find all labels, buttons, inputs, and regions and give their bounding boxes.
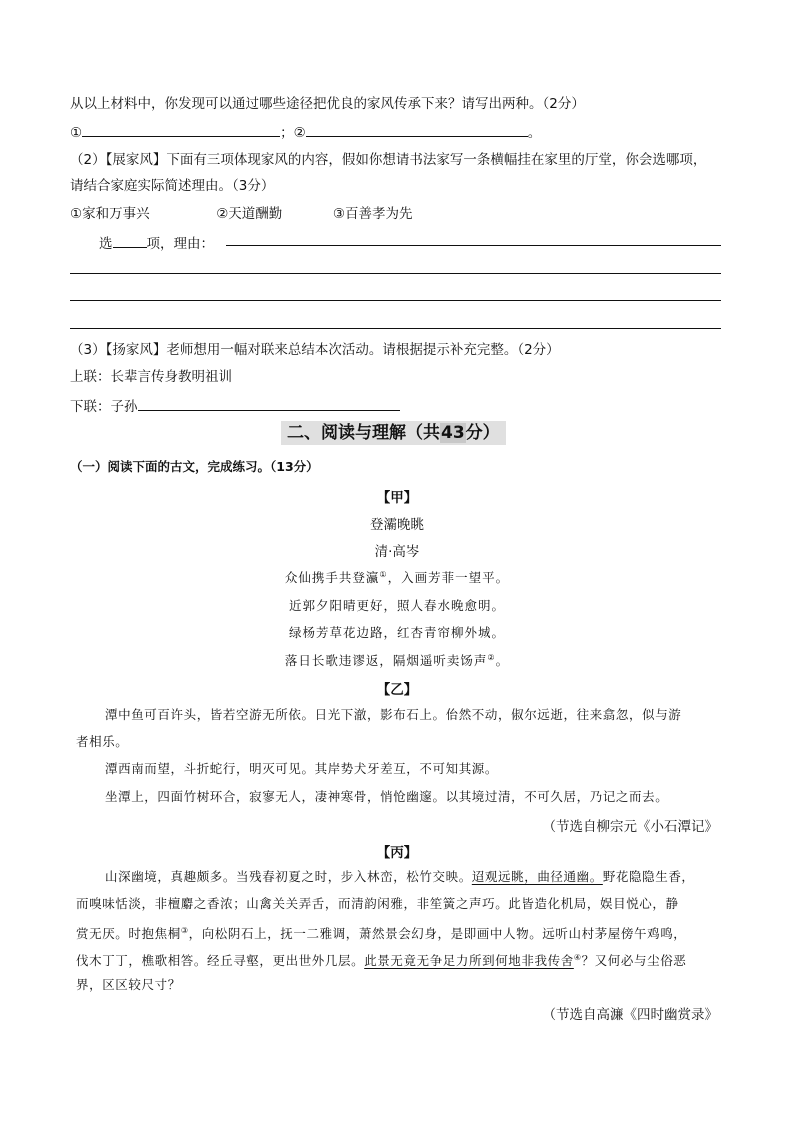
blank-mark-1: ① <box>70 125 83 141</box>
section-score: 43 <box>441 423 465 443</box>
bing-source: （节选自高濂《四时幽赏录》 <box>542 1007 718 1023</box>
couplet-upper: 上联：长辈言传身教明祖训 <box>70 369 232 385</box>
poem-line: 绿杨芳草花边路，红杏青帘柳外城。 <box>288 625 505 640</box>
poem-line: 落日长歌违谬返，隔烟遥听卖饧声②。 <box>284 652 510 668</box>
couplet-lower: 下联：子孙 <box>70 399 138 415</box>
bing-line4: 伐木丁丁，樵歌相答。经丘寻壑，更出世外几层。此景无竟无争足力所到何地非我传舍④？又何必与尘俗恶 <box>76 953 687 969</box>
blank-end: 。 <box>527 125 542 141</box>
yi-para3: 坐潭上，四面竹树环合，寂寥无人，凄神寒骨，悄怆幽邃。以其境过清，不可久居，乃记之而去。 <box>105 789 669 804</box>
reason-line-1[interactable] <box>226 245 721 246</box>
choose-suffix: 项，理由： <box>146 236 214 252</box>
yi-para2: 潭西南而望，斗折蛇行，明灭可见。其岸势犬牙差互，不可知其源。 <box>105 761 499 776</box>
blank-separator: ；② <box>280 125 306 141</box>
reason-line-4[interactable] <box>70 328 721 329</box>
bing-line5: 界，区区较尺寸？ <box>76 977 181 992</box>
poem-line: 众仙携手共登瀛①，入画芳菲一望平。 <box>284 569 510 585</box>
couplet-lower-row <box>70 396 400 416</box>
footnote-mark: ④ <box>573 953 582 962</box>
option-3: ③百善孝为先 <box>332 206 413 222</box>
underlined-sentence-2: 此景无竟无争足力所到何地非我传舍 <box>364 953 574 969</box>
couplet-blank[interactable] <box>138 396 400 411</box>
answer-blanks-row <box>70 122 541 142</box>
poem-line: 近郭夕阳晴更好，照人春水晚愈明。 <box>288 598 505 613</box>
poem-author: 清·高岑 <box>374 544 420 560</box>
section-title <box>281 421 506 445</box>
bing-line1: 山深幽境，真趣颇多。当残春初夏之时，步入林峦，松竹交映。迢观远眺，曲径通幽。野花隐隐生香， <box>105 869 695 884</box>
footnote-mark: ① <box>379 569 388 579</box>
q2-line2: 请结合家庭实际简述理由。（3分） <box>70 178 275 194</box>
option-1: ①家和万事兴 <box>70 206 150 222</box>
yi-para1-line2: 者相乐。 <box>76 734 129 749</box>
section-title-b: 分） <box>465 423 500 443</box>
q2-line1: （2）【展家风】下面有三项体现家风的内容，假如你想请书法家写一条横幅挂在家里的厅堂，你会选哪项， <box>70 152 707 168</box>
choose-prefix: 选 <box>99 236 113 252</box>
question-intro: 从以上材料中，你发现可以通过哪些途径把优良的家风传承下来？请写出两种。（2分） <box>70 96 585 112</box>
bing-label: 【丙】 <box>376 845 418 861</box>
footnote-mark: ② <box>487 652 496 662</box>
answer-blank-1[interactable] <box>82 122 280 137</box>
yi-source: （节选自柳宗元《小石潭记》 <box>542 819 718 835</box>
poem-title: 登灞晚眺 <box>370 517 424 533</box>
underlined-sentence-1: 迢观远眺，曲径通幽。 <box>471 869 603 884</box>
bing-line2: 而嗅味恬淡，非檀麝之香浓；山禽关关弄舌，而清韵闲雅，非笙簧之声巧。此皆造化机局，娱目悦心，静 <box>76 896 679 911</box>
bing-line3: 赏无厌。时抱焦桐③，向松阴石上，抚一二雅调，萧然景会幻身，是即画中人物。远听山村茅屋傍午鸡鸣， <box>76 926 687 942</box>
jia-label: 【甲】 <box>376 490 418 506</box>
answer-blank-2[interactable] <box>306 122 528 137</box>
reason-line-3[interactable] <box>70 300 721 301</box>
q3-line1: （3）【扬家风】老师想用一幅对联来总结本次活动。请根据提示补充完整。（2分） <box>70 342 560 358</box>
section-title-a: 二、阅读与理解（共 <box>287 423 440 443</box>
q2-choose-row <box>99 233 214 253</box>
yi-para1-line1: 潭中鱼可百许头，皆若空游无所依。日光下澈，影布石上。佁然不动，俶尔远逝，往来翕忽，似与游 <box>105 707 682 722</box>
part1-title: （一）阅读下面的古文，完成练习。（13分） <box>70 459 319 474</box>
yi-label: 【乙】 <box>376 682 418 698</box>
q2-options <box>70 205 413 223</box>
reason-line-2[interactable] <box>70 273 721 274</box>
option-2: ②天道酬勤 <box>216 206 283 222</box>
footnote-mark: ③ <box>180 926 189 935</box>
choice-blank[interactable] <box>113 233 147 248</box>
